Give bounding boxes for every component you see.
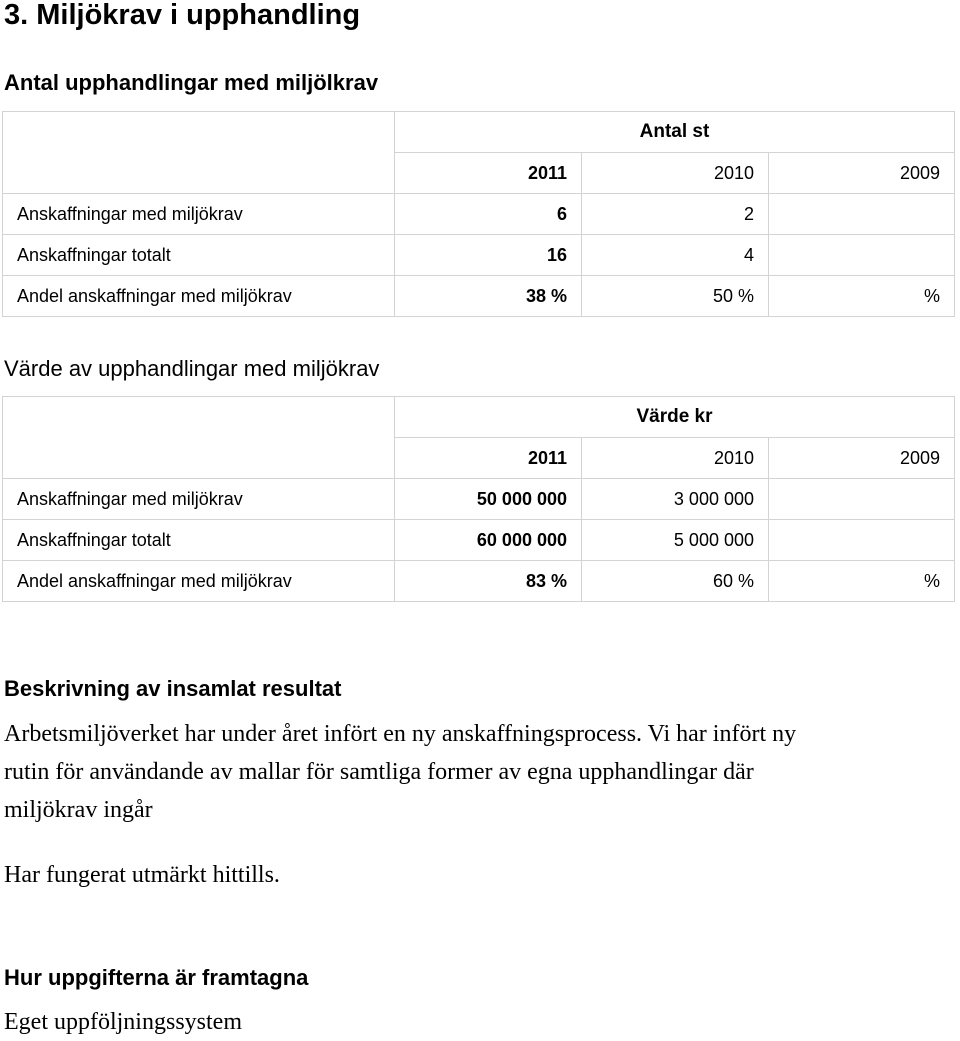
value-2011: 38 % (395, 276, 582, 317)
row-label: Anskaffningar med miljökrav (3, 194, 395, 235)
value-caption: Värde kr (395, 397, 955, 438)
value-2011: 16 (395, 235, 582, 276)
value-2009 (769, 194, 955, 235)
table-row (3, 561, 955, 602)
value-section-heading: Värde av upphandlingar med miljökrav (4, 356, 380, 381)
description-line-1: Arbetsmiljöverket har under året infört en ny anskaffningsprocess. Vi har infört ny (4, 721, 797, 747)
page-title: 3. Miljökrav i upphandling (4, 0, 361, 31)
table-row (3, 520, 955, 561)
value-2009: % (769, 276, 955, 317)
value-2010: 3 000 000 (582, 479, 769, 520)
row-label: Andel anskaffningar med miljökrav (3, 561, 395, 602)
value-2009 (769, 479, 955, 520)
value-year-2010: 2010 (582, 438, 769, 479)
method-heading: Hur uppgifterna är framtagna (4, 965, 309, 990)
count-table (2, 111, 955, 317)
description-heading: Beskrivning av insamlat resultat (4, 676, 342, 701)
value-2009: % (769, 561, 955, 602)
row-label: Anskaffningar med miljökrav (3, 479, 395, 520)
value-2010: 5 000 000 (582, 520, 769, 561)
value-2010: 60 % (582, 561, 769, 602)
table-row (3, 479, 955, 520)
value-2010: 2 (582, 194, 769, 235)
value-2011: 60 000 000 (395, 520, 582, 561)
row-label: Andel anskaffningar med miljökrav (3, 276, 395, 317)
count-corner-cell (3, 112, 395, 194)
description-line-2: rutin för användande av mallar för samtliga former av egna upphandlingar där (4, 759, 754, 785)
value-table (2, 396, 955, 602)
table-row (3, 235, 955, 276)
count-caption-row (3, 112, 955, 153)
value-2011: 50 000 000 (395, 479, 582, 520)
count-caption: Antal st (395, 112, 955, 153)
value-caption-row (3, 397, 955, 438)
value-2009 (769, 520, 955, 561)
description-note: Har fungerat utmärkt hittills. (4, 862, 280, 888)
row-label: Anskaffningar totalt (3, 235, 395, 276)
count-year-2011: 2011 (395, 153, 582, 194)
count-section-heading: Antal upphandlingar med miljölkrav (4, 70, 379, 95)
value-corner-cell (3, 397, 395, 479)
value-year-2009: 2009 (769, 438, 955, 479)
method-text: Eget uppföljningssystem (4, 1009, 242, 1035)
table-row (3, 276, 955, 317)
value-2009 (769, 235, 955, 276)
count-year-2010: 2010 (582, 153, 769, 194)
value-2010: 50 % (582, 276, 769, 317)
value-2011: 83 % (395, 561, 582, 602)
value-year-2011: 2011 (395, 438, 582, 479)
description-line-3: miljökrav ingår (4, 797, 153, 823)
value-2010: 4 (582, 235, 769, 276)
row-label: Anskaffningar totalt (3, 520, 395, 561)
value-2011: 6 (395, 194, 582, 235)
table-row (3, 194, 955, 235)
count-year-2009: 2009 (769, 153, 955, 194)
